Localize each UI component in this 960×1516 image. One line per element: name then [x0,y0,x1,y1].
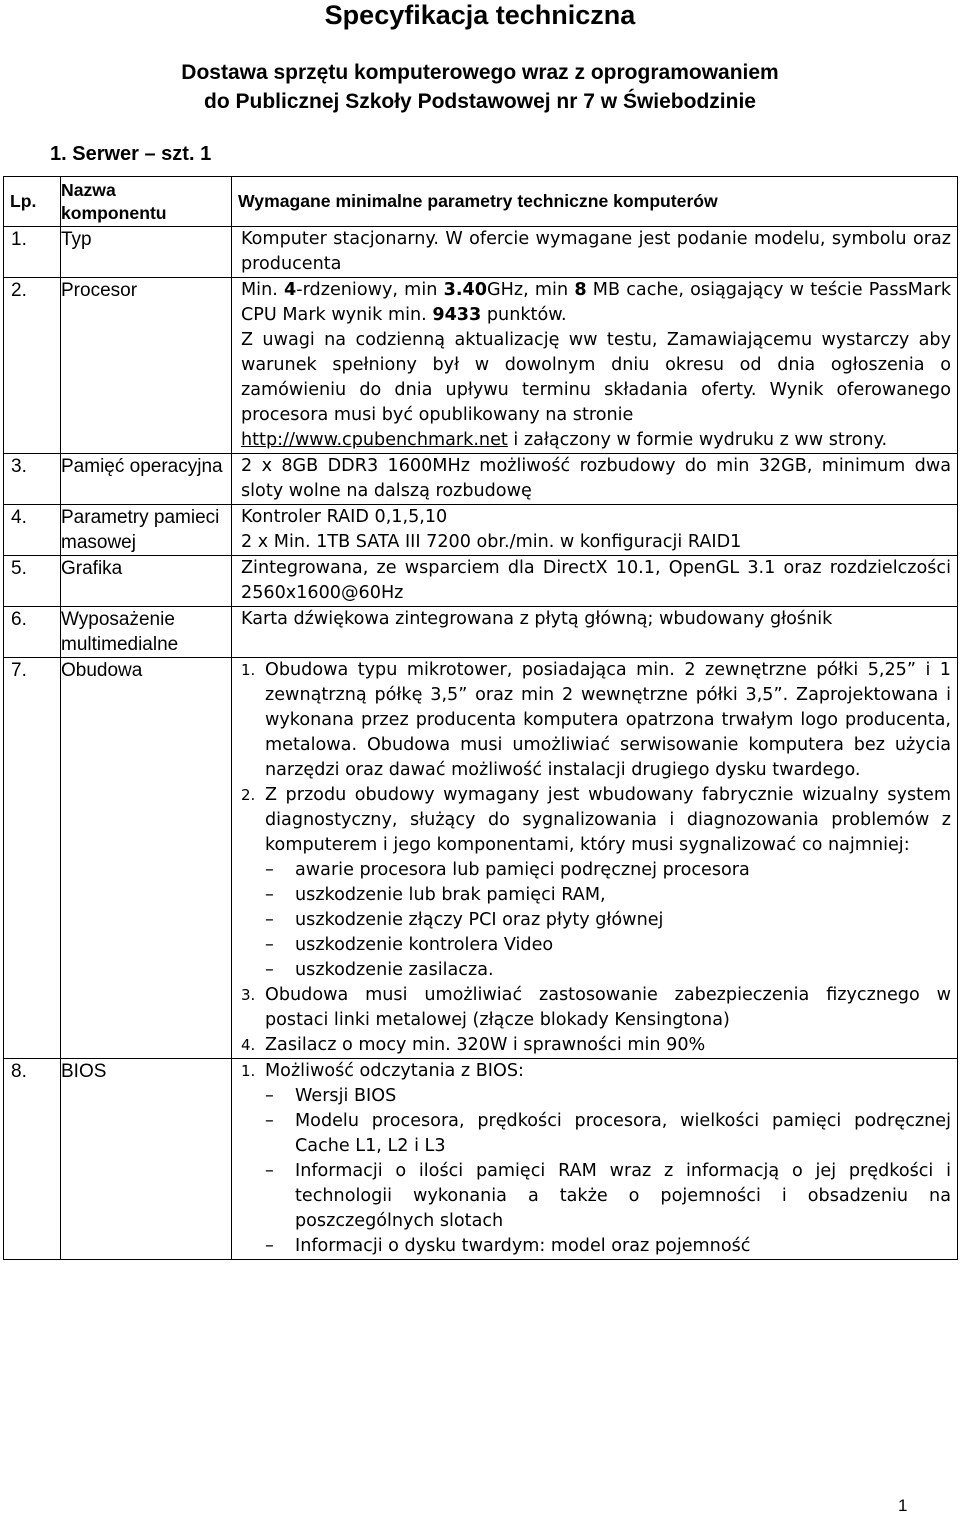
list-item [241,783,951,858]
document-subtitle [0,58,960,116]
table-row [4,278,958,454]
bullet-text: Informacji o ilości pamięci RAM wraz z informacją o jej prędkości i technologii wykonania a także o pojemności i obsadzeniu na poszczególnych slotach [295,1161,951,1231]
bullet-text: uszkodzenie lub brak pamięci RAM, [295,885,606,905]
table-row [4,607,958,658]
row-name: Pamięć operacyjna [61,454,232,505]
row-value: Zintegrowana, ze wsparciem dla DirectX 10.1, OpenGL 3.1 oraz rozdzielczości 2560x1600@60Hz [232,556,958,607]
benchmark-link[interactable]: http://www.cpubenchmark.net [241,430,508,450]
bullet-text: Informacji o dysku twardym: model oraz pojemność [295,1236,751,1256]
item-text: Zasilacz o mocy min. 320W i sprawności min 90% [265,1035,706,1055]
row-number: 8. [4,1059,61,1260]
subtitle-line-2: do Publicznej Szkoły Podstawowej nr 7 w Świebodzinie [204,90,756,113]
bullet-text: uszkodzenie złączy PCI oraz płyty głównej [295,910,664,930]
row-name: Procesor [61,278,232,454]
bullet-item [241,1234,951,1259]
list-item [241,983,951,1033]
text: -rdzeniowy, min [296,280,438,300]
bullet-text: Modelu procesora, prędkości procesora, wielkości pamięci podręcznej Cache L1, L2 i L3 [295,1111,951,1156]
dash-icon: – [265,885,274,905]
header-name: Nazwa komponentu [61,177,232,227]
header-lp: Lp. [4,177,61,227]
item-text: Obudowa musi umożliwiać zastosowanie zabezpieczenia fizycznego w postaci linki metalowej (złącze blokady Kensingtona) [265,985,951,1030]
disk-config: 2 x Min. 1TB SATA III 7200 obr./min. w konfiguracji RAID1 [241,532,742,552]
bullet-item [241,1109,951,1159]
table-row [4,658,958,1059]
row-number: 3. [4,454,61,505]
text: Z uwagi na codzienną aktualizację ww testu, Zamawiającemu wystarczy aby warunek spełniony był w dowolnym dniu okresu od dnia ogłoszenia o zamówieniu do dnia upływu terminu składania oferty. Wynik oferowanego procesora musi być opublikowany na stronie [241,330,951,425]
row-value: Komputer stacjonarny. W ofercie wymagane jest podanie modelu, symbolu oraz producenta [232,227,958,278]
section-heading: 1. Serwer – szt. 1 [50,143,212,165]
bullet-item [241,858,951,883]
table-row [4,227,958,278]
dash-icon: – [265,910,274,930]
list-item [241,1033,951,1058]
row-value [232,278,958,454]
text: punktów. [486,305,567,325]
item-number: 4. [241,1036,256,1054]
text: MB cache, osiągający w teście PassMark CPU Mark wynik min. [241,280,952,325]
table-header-row [4,177,958,227]
core-count: 4 [284,280,297,300]
table-row [4,1059,958,1260]
spec-table [3,176,958,1260]
row-value [232,505,958,556]
bullet-item [241,908,951,933]
row-name: Grafika [61,556,232,607]
raid-controller: Kontroler RAID 0,1,5,10 [241,507,448,527]
table-row [4,454,958,505]
item-text: Możliwość odczytania z BIOS: [265,1061,524,1081]
row-value: Karta dźwiękowa zintegrowana z płytą główną; wbudowany głośnik [232,607,958,658]
score-value: 9433 [432,305,482,325]
dash-icon: – [265,1236,274,1256]
row-number: 2. [4,278,61,454]
cache-value: 8 [574,280,587,300]
bullet-text: uszkodzenie zasilacza. [295,960,494,980]
row-value [232,1059,958,1260]
dash-icon: – [265,860,274,880]
processor-requirement [241,278,951,328]
bullet-item [241,933,951,958]
row-name: BIOS [61,1059,232,1260]
list-item [241,658,951,783]
row-number: 6. [4,607,61,658]
bullet-item [241,958,951,983]
row-value [232,658,958,1059]
text: i załączony w formie wydruku z ww strony. [513,430,888,450]
row-name: Obudowa [61,658,232,1059]
row-value: 2 x 8GB DDR3 1600MHz możliwość rozbudowy do min 32GB, minimum dwa sloty wolne na dalszą rozbudowę [232,454,958,505]
item-text: Z przodu obudowy wymagany jest wbudowany fabrycznie wizualny system diagnostyczny, służący do sygnalizowania i diagnozowania problemów z komputerem i jego komponentami, który musi sygnalizować co najmniej: [265,785,951,855]
item-number: 1. [241,1062,256,1080]
dash-icon: – [265,1111,274,1131]
item-number: 1. [241,661,256,679]
row-number: 1. [4,227,61,278]
text: Min. [241,280,278,300]
bullet-item [241,1084,951,1109]
row-number: 5. [4,556,61,607]
row-number: 4. [4,505,61,556]
dash-icon: – [265,935,274,955]
dash-icon: – [265,1086,274,1106]
row-name: Typ [61,227,232,278]
table-row [4,505,958,556]
header-requirements: Wymagane minimalne parametry techniczne komputerów [232,177,958,227]
text: GHz, min [487,280,569,300]
list-item [241,1059,951,1084]
row-name: Parametry pamieci masowej [61,505,232,556]
clock-value: 3.40 [443,280,488,300]
item-text: Obudowa typu mikrotower, posiadająca min. 2 zewnętrzne półki 5,25” i 1 zewnątrzną półkę 3,5” oraz min 2 wewnętrzne półki 3,5”. Zaprojektowana i wykonana przez producenta komputera opatrzona trwałym logo producenta, metalowa. Obudowa musi umożliwiać serwisowanie komputera bez użycia narzędzi oraz dawać możliwość instalacji drugiego dysku twardego. [265,660,951,780]
bullet-item [241,1159,951,1234]
processor-note [241,328,951,453]
bullet-text: Wersji BIOS [295,1086,397,1106]
page-number: 1 [898,1496,908,1515]
document-title: Specyfikacja techniczna [324,0,636,30]
row-name: Wyposażenie multimedialne [61,607,232,658]
dash-icon: – [265,960,274,980]
subtitle-line-1: Dostawa sprzętu komputerowego wraz z oprogramowaniem [181,61,779,84]
bullet-text: uszkodzenie kontrolera Video [295,935,554,955]
dash-icon: – [265,1161,274,1181]
bullet-text: awarie procesora lub pamięci podręcznej procesora [295,860,750,880]
table-row [4,556,958,607]
item-number: 2. [241,786,256,804]
bullet-item [241,883,951,908]
row-number: 7. [4,658,61,1059]
item-number: 3. [241,986,256,1004]
